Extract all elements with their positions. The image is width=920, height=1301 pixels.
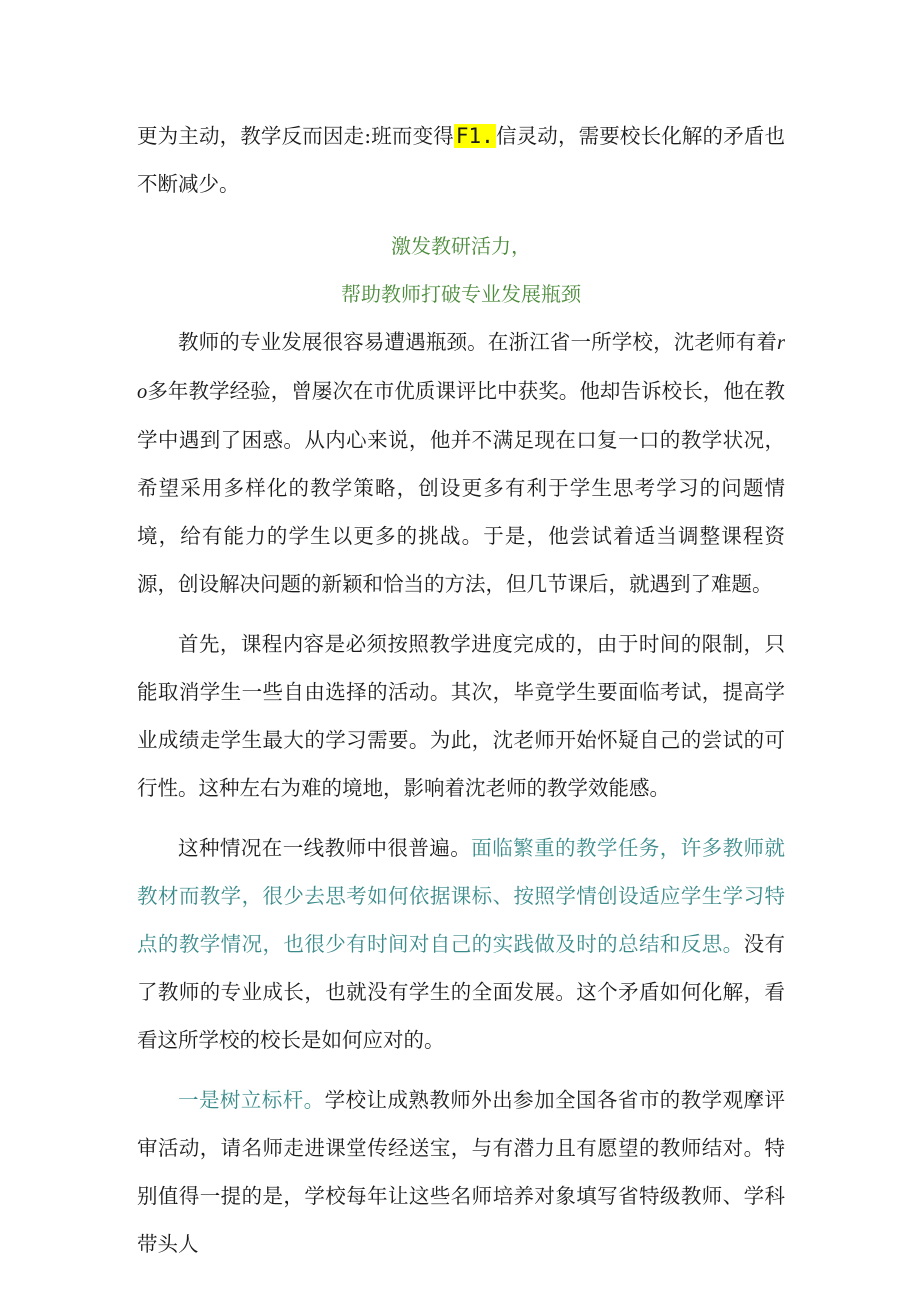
text-run: 学校让成熟教师外出参加全国各省市的教学观摩评审活动，请名师走进课堂传经送宝，与有潜力且有愿望的教师结对。特别值得一提的是，学校每年让这些名师培养对象填写省特级教师、学科带头人 [137,1088,785,1256]
document-page [137,112,785,1268]
section-heading-line-2: 帮助教师打破专业发展瓶颈 [341,282,581,306]
paragraph-teacher-bottleneck [137,318,785,608]
text-run: 多年教学经验，曾屡次在市优质课评比中获奖。他却告诉校长，他在教学中遇到了困惑。从内心来说，他并不满足现在口复一口的教学状况，希望采用多样化的教学策略，创设更多有利于学生思考学习的问题情境，给有能力的学生以更多的挑战。于是，他尝试着适当调整课程资源，创设解决问题的新颖和恰当的方法，但几节课后，就遇到了难题。 [137,379,785,596]
paragraph-set-benchmark [137,1076,785,1268]
section-heading-line-1: 激发教研活力， [391,234,531,258]
emphasis-text: 一是树立标杆。 [178,1088,325,1112]
text-run: 没有了教师的专业成长，也就没有学生的全面发展。这个矛盾如何化解，看看这所学校的校长是如何应对的。 [137,932,786,1052]
paragraph-continuation [137,112,785,208]
text-run: 更为主动，教学反而因走:班而变得 [137,124,454,148]
text-run: 信灵动，需要校长化解的矛盾也不断减少。 [137,124,786,196]
paragraph-common-situation [137,824,785,1064]
highlighted-text: F1. [455,124,494,148]
paragraph-first-second: 首先，课程内容是必须按照教学进度完成的，由于时间的限制，只能取消学生一些自由选择的活动。其次，毕竟学生要面临考试，提高学业成绩走学生最大的学习需要。为此，沈老师开始怀疑自己的尝试的可行性。这种左右为难的境地，影响着沈老师的教学效能感。 [137,632,785,800]
italic-text: ro [137,332,785,403]
text-run: 教师的专业发展很容易遭遇瓶颈。在浙江省一所学校，沈老师有着 [178,330,778,354]
emphasis-text: 面临繁重的教学任务，许多教师就教材而教学，很少去思考如何依据课标、按照学情创设适应学生学习特点的教学情况，也很少有时间对自己的实践做及时的总结和反思。 [137,836,785,956]
text-run: 这种情况在一线教师中很普遍。 [178,836,472,860]
